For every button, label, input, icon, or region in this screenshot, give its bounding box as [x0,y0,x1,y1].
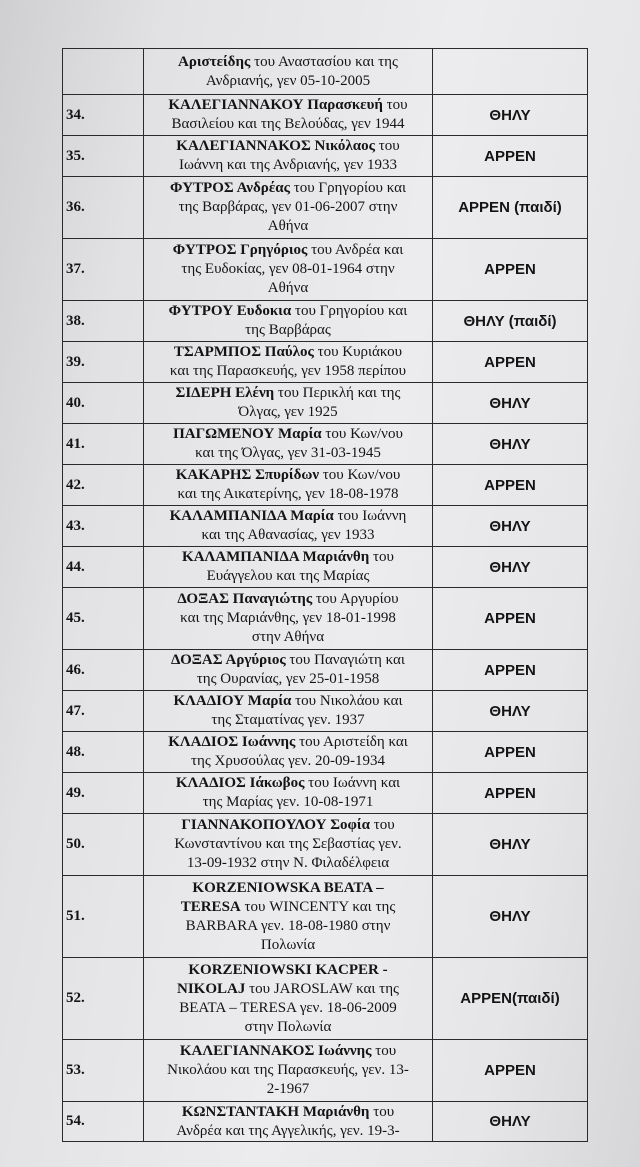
table-row [63,958,588,1040]
person-name: ΣΙΔΕΡΗ Ελένη [175,385,275,401]
person-name: ΚΑΚΑΡΗΣ Σπυρίδων [175,467,320,483]
row-number: 42. [63,465,144,506]
person-name: ΚΛΑΔΙΟΥ Μαρία [173,693,292,709]
row-sex: ΘΗΛΥ [433,1102,588,1142]
person-name: ΚΑΛΕΓΙΑΝΝΑΚΟΥ Παρασκευή [168,97,383,113]
row-description: ΤΣΑΡΜΠΟΣ Παύλος του Κυριάκου και της Παρασκευής, γεν 1958 περίπου [144,342,433,383]
person-name: ΚΛΑΔΙΟΣ Ιάκωβος [175,775,305,791]
table-row [63,773,588,814]
row-description: ΚΛΑΔΙΟΣ Ιάκωβος του Ιωάννη και της Μαρίας γεν. 10-08-1971 [144,773,433,814]
row-number: 39. [63,342,144,383]
row-description: KORZENIOWSKA BEATA – TERESA του WINCENTY και της BARBARA γεν. 18-08-1980 στην Πολωνία [144,876,433,958]
row-number: 54. [63,1102,144,1142]
row-description: KORZENIOWSKI KACPER - NIKOLAJ του JAROSLAW και της BEATA – TERESA γεν. 18-06-2009 στην Πολωνία [144,958,433,1040]
row-sex: ΘΗΛΥ [433,814,588,876]
table-row [63,691,588,732]
person-name: KORZENIOWSKA BEATA – [192,879,384,896]
table-row [63,547,588,588]
table-row [63,342,588,383]
table-row [63,177,588,239]
person-name: ΦΥΤΡΟΥ Ευδοκια [168,303,292,319]
row-description: ΦΥΤΡΟΣ Ανδρέας του Γρηγορίου και της Βαρβάρας, γεν 01-06-2007 στην Αθήνα [144,177,433,239]
table-row [63,814,588,876]
table-row [63,465,588,506]
row-description-cell: Αριστείδης του Αναστασίου και της Ανδριανής, γεν 05-10-2005 [144,49,433,95]
row-number: 51. [63,876,144,958]
row-description: ΚΛΑΔΙΟΥ Μαρία του Νικολάου και της Σταματίνας γεν. 1937 [144,691,433,732]
row-description: ΦΥΤΡΟΥ Ευδοκια του Γρηγορίου και της Βαρβάρας [144,301,433,342]
person-name: ΦΥΤΡΟΣ Ανδρέας [169,180,290,196]
row-description: ΚΑΛΕΓΙΑΝΝΑΚΟΣ Νικόλαος του Ιωάννη και της Ανδριανής, γεν 1933 [144,136,433,177]
table-row [63,588,588,650]
row-description: ΚΑΛΑΜΠΑΝΙΔΑ Μαριάνθη του Ευάγγελου και της Μαρίας [144,547,433,588]
row-description: ΓΙΑΝΝΑΚΟΠΟΥΛΟΥ Σοφία του Κωνσταντίνου και της Σεβαστίας γεν. 13-09-1932 στην Ν. Φιλαδέλφεια [144,814,433,876]
table-row [63,876,588,958]
table-row [63,239,588,301]
row-number: 38. [63,301,144,342]
person-name: ΦΥΤΡΟΣ Γρηγόριος [172,242,308,258]
person-name: ΔΟΞΑΣ Αργύριος [171,652,286,668]
row-sex: ΘΗΛΥ [433,95,588,136]
row-description: ΚΑΛΕΓΙΑΝΝΑΚΟΣ Ιωάννης του Νικολάου και της Παρασκευής, γεν. 13- 2-1967 [144,1040,433,1102]
row-number: 48. [63,732,144,773]
row-number: 34. [63,95,144,136]
row-description: ΠΑΓΩΜΕΝΟΥ Μαρία του Κων/νου και της Όλγας, γεν 31-03-1945 [144,424,433,465]
row-description: ΚΩΝΣΤΑΝΤΑΚΗ Μαριάνθη του Ανδρέα και της Αγγελικής, γεν. 19-3- [144,1102,433,1142]
person-name: ΚΛΑΔΙΟΣ Ιωάννης [168,734,296,750]
person-name: ΚΑΛΑΜΠΑΝΙΔΑ Μαριάνθη [182,549,370,565]
row-number: 35. [63,136,144,177]
table-row [63,95,588,136]
row-number: 46. [63,650,144,691]
table-row [63,1040,588,1102]
row-sex: ΑΡΡΕΝ [433,465,588,506]
person-name: ΔΟΞΑΣ Παναγιώτης [177,591,313,607]
person-name: ΓΙΑΝΝΑΚΟΠΟΥΛΟΥ Σοφία [181,817,370,833]
row-number-cell [63,49,144,95]
row-sex: ΑΡΡΕΝ [433,588,588,650]
row-sex: ΘΗΛΥ [433,506,588,547]
row-number: 41. [63,424,144,465]
row-sex: ΘΗΛΥ (παιδί) [433,301,588,342]
table-row [63,506,588,547]
row-description: ΔΟΞΑΣ Παναγιώτης του Αργυρίου και της Μαριάνθης, γεν 18-01-1998 στην Αθήνα [144,588,433,650]
person-name: ΚΑΛΑΜΠΑΝΙΔΑ Μαρία [169,508,334,524]
table-row [63,301,588,342]
row-description: ΚΑΛΑΜΠΑΝΙΔΑ Μαρία του Ιωάννη και της Αθανασίας, γεν 1933 [144,506,433,547]
records-table [62,48,588,1142]
person-name: ΤΣΑΡΜΠΟΣ Παύλος [173,344,314,360]
table-row-continuation [63,49,588,95]
row-sex: ΘΗΛΥ [433,383,588,424]
table-row [63,136,588,177]
person-name: ΚΑΛΕΓΙΑΝΝΑΚΟΣ Νικόλαος [176,138,375,154]
row-sex: ΘΗΛΥ [433,424,588,465]
row-sex: ΑΡΡΕΝ [433,773,588,814]
row-description: ΣΙΔΕΡΗ Ελένη του Περικλή και της Όλγας, γεν 1925 [144,383,433,424]
row-description: ΦΥΤΡΟΣ Γρηγόριος του Ανδρέα και της Ευδοκίας, γεν 08-01-1964 στην Αθήνα [144,239,433,301]
row-number: 43. [63,506,144,547]
row-number: 45. [63,588,144,650]
row-number: 44. [63,547,144,588]
row-number: 40. [63,383,144,424]
row-number: 52. [63,958,144,1040]
row-description: ΚΑΛΕΓΙΑΝΝΑΚΟΥ Παρασκευή του Βασιλείου και της Βελούδας, γεν 1944 [144,95,433,136]
person-name: KORZENIOWSKI KACPER - [188,961,388,978]
person-name: ΚΩΝΣΤΑΝΤΑΚΗ Μαριάνθη [181,1103,370,1120]
table-row [63,732,588,773]
row-sex: ΑΡΡΕΝ [433,239,588,301]
table-row [63,650,588,691]
person-name: ΠΑΓΩΜΕΝΟΥ Μαρία [173,426,322,442]
row-number: 47. [63,691,144,732]
row-sex: ΑΡΡΕΝ [433,342,588,383]
row-sex: ΑΡΡΕΝ [433,1040,588,1102]
table-row [63,383,588,424]
row-sex: ΑΡΡΕΝ [433,732,588,773]
row-description: ΚΛΑΔΙΟΣ Ιωάννης του Αριστείδη και της Χρυσούλας γεν. 20-09-1934 [144,732,433,773]
row-number: 50. [63,814,144,876]
row-sex: ΑΡΡΕΝ [433,136,588,177]
row-number: 37. [63,239,144,301]
table-row [63,1102,588,1142]
row-number: 49. [63,773,144,814]
row-number: 53. [63,1040,144,1102]
row-sex: ΑΡΡΕΝ(παιδί) [433,958,588,1040]
row-sex: ΑΡΡΕΝ [433,650,588,691]
person-name: ΚΑΛΕΓΙΑΝΝΑΚΟΣ Ιωάννης [179,1043,372,1059]
person-name: Αριστείδης [178,53,251,70]
row-description: ΚΑΚΑΡΗΣ Σπυρίδων του Κων/νου και της Αικατερίνης, γεν 18-08-1978 [144,465,433,506]
row-sex: ΘΗΛΥ [433,691,588,732]
row-sex: ΑΡΡΕΝ (παιδί) [433,177,588,239]
row-sex: ΘΗΛΥ [433,547,588,588]
row-description: ΔΟΞΑΣ Αργύριος του Παναγιώτη και της Ουρανίας, γεν 25-01-1958 [144,650,433,691]
table-row [63,424,588,465]
row-sex-cell [433,49,588,95]
row-sex: ΘΗΛΥ [433,876,588,958]
row-number: 36. [63,177,144,239]
